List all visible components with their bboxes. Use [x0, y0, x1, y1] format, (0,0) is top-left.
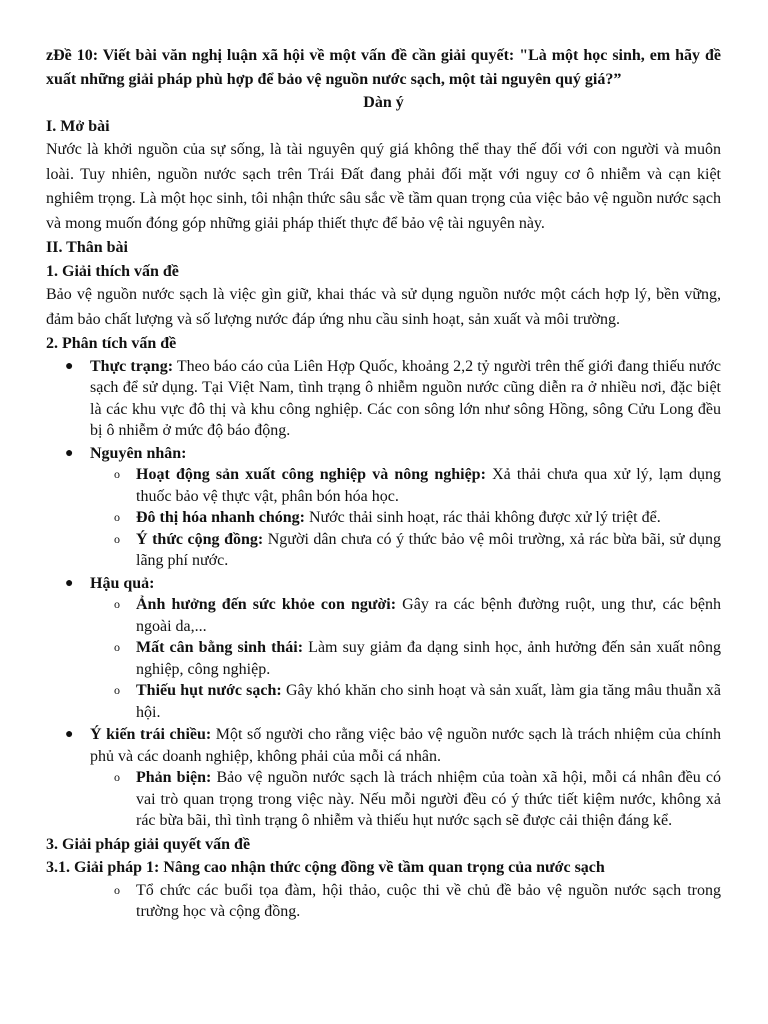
sub-bullet-icon: o [114, 531, 120, 546]
list-item-causes [65, 443, 722, 572]
consequences-sublist [90, 594, 721, 723]
cause-label: Hoạt động sản xuất công nghiệp và nông nghiệp: [136, 466, 486, 483]
consequence-text: Gây khó khăn cho sinh hoạt và sản xuất, làm gia tăng mâu thuẫn xã hội. [136, 682, 722, 721]
sub-bullet-icon: o [114, 683, 120, 697]
sub-bullet-icon: o [114, 510, 120, 524]
reality-text: Theo báo cáo của Liên Hợp Quốc, khoảng 2,2 tỷ người trên thế giới đang thiếu nước sạch để sử dụng. Tại Việt Nam, tình trạng ô nhiễm nguồn nước cũng diễn ra ở nhiều nơi, đặc biệt là các khu vực đô thị và khu công nghiệp. Các con sông lớn như sông Hồng, sông Cửu Long đều bị ô nhiễm ở mức độ báo động. [90, 357, 721, 439]
reality-label: Thực trạng: [90, 357, 174, 375]
consequence-label: Mất cân bằng sinh thái: [136, 639, 304, 656]
consequence-label: Ảnh hưởng đến sức khỏe con người: [136, 596, 397, 613]
solution-1-wrapper [46, 880, 721, 923]
list-item-consequence [114, 594, 722, 637]
list-item-reality [65, 356, 721, 442]
rebuttal-text: Bảo vệ nguồn nước sạch là trách nhiệm của toàn xã hội, mỗi cá nhân đều có vai trò quan trọng trong việc này. Nếu mỗi người đều có ý thức tiết kiệm nước, không xả rác bừa bãi, thì tình trạng ô nhiễm và thiếu hụt nước sạch sẽ được cải thiện đáng kể. [136, 769, 721, 829]
cause-label: Đô thị hóa nhanh chóng: [136, 509, 305, 526]
solution-1-container [90, 880, 721, 923]
solution-1-heading: 3.1. Giải pháp 1: Nâng cao nhận thức cộng đồng về tầm quan trọng của nước sạch [46, 859, 605, 876]
solution-1-list [90, 880, 721, 923]
rebuttal-label: Phản biện: [136, 769, 212, 786]
cause-text: Người dân chưa có ý thức bảo vệ môi trường, xả rác bừa bãi, sử dụng lãng phí nước. [136, 530, 722, 569]
list-item-cause [114, 464, 722, 507]
list-item-consequence [114, 680, 722, 723]
bullet-icon: ● [65, 727, 74, 742]
sub-bullet-icon: o [114, 597, 120, 611]
consequence-label: Thiếu hụt nước sạch: [136, 682, 282, 699]
causes-sublist [90, 464, 721, 572]
list-item-cause [114, 529, 722, 572]
cause-text: Nước thải sinh hoạt, rác thải không được xử lý triệt để. [304, 509, 661, 526]
bullet-icon: ● [65, 575, 74, 591]
explain-heading: 1. Giải thích vấn đề [46, 262, 179, 280]
analysis-heading: 2. Phân tích vấn đề [46, 335, 177, 352]
cause-text: Xả thải chưa qua xử lý, lạm dụng thuốc bảo vệ thực vật, phân bón hóa học. [136, 466, 722, 505]
sub-bullet-icon: o [114, 640, 120, 654]
consequence-text: Gây ra các bệnh đường ruột, ung thư, các bệnh ngoài da,... [136, 596, 722, 635]
list-item-consequence [114, 637, 721, 680]
causes-label: Nguyên nhân: [90, 444, 187, 462]
bullet-icon: ● [65, 445, 74, 461]
analysis-list [46, 356, 721, 832]
solutions-heading: 3. Giải pháp giải quyết vấn đề [46, 835, 251, 853]
counter-sublist [90, 767, 721, 832]
intro-paragraph: Nước là khởi nguồn của sự sống, là tài nguyên quý giá không thể thay thế đối với con người và muôn loài. Tuy nhiên, nguồn nước sạch trên Trái Đất đang phải đối mặt với nguy cơ ô nhiễm và cạn kiệt nghiêm trọng. Là một học sinh, tôi nhận thức sâu sắc về tầm quan trọng của việc bảo vệ nguồn nước sạch và mong muốn đóng góp những giải pháp thiết thực để bảo vệ tài nguyên này. [46, 141, 721, 232]
solution-text: Tổ chức các buổi tọa đàm, hội thảo, cuộc thi về chủ đề bảo vệ nguồn nước sạch trong trường học và cộng đồng. [136, 881, 721, 920]
consequences-label: Hậu quả: [90, 574, 155, 592]
essay-prompt-title: zĐề 10: Viết bài văn nghị luận xã hội về một vấn đề cần giải quyết: "Là một học sinh, em hãy đề xuất những giải pháp phù hợp để bảo vệ nguồn nước sạch, một tài nguyên quý giá?” [46, 47, 721, 88]
counter-label: Ý kiến trái chiều: [90, 726, 212, 743]
list-item-solution [114, 880, 721, 923]
sub-bullet-icon: o [114, 467, 120, 481]
outline-label: Dàn ý [363, 94, 404, 111]
consequence-text: Làm suy giảm đa dạng sinh học, ảnh hưởng đến sản xuất nông nghiệp, công nghiệp. [136, 639, 721, 678]
counter-text: Một số người cho rằng việc bảo vệ nguồn nước sạch là trách nhiệm của chính phủ và các doanh nghiệp, không phải của mỗi cá nhân. [90, 726, 721, 765]
sub-bullet-icon: o [114, 770, 120, 784]
list-item-rebuttal [114, 767, 721, 832]
bullet-icon: ● [65, 358, 74, 374]
list-item-consequences [65, 573, 722, 724]
intro-heading: I. Mở bài [46, 117, 110, 135]
body-heading: II. Thân bài [46, 239, 128, 256]
list-item-counter-opinion [65, 724, 721, 832]
sub-bullet-icon: o [114, 882, 120, 897]
list-item-cause [114, 507, 721, 529]
explain-paragraph: Bảo vệ nguồn nước sạch là việc gìn giữ, khai thác và sử dụng nguồn nước một cách hợp lý, bền vững, đảm bảo chất lượng và số lượng nước đáp ứng nhu cầu sinh hoạt, sản xuất và môi trường. [46, 286, 721, 328]
cause-label: Ý thức cộng đồng: [136, 530, 264, 548]
